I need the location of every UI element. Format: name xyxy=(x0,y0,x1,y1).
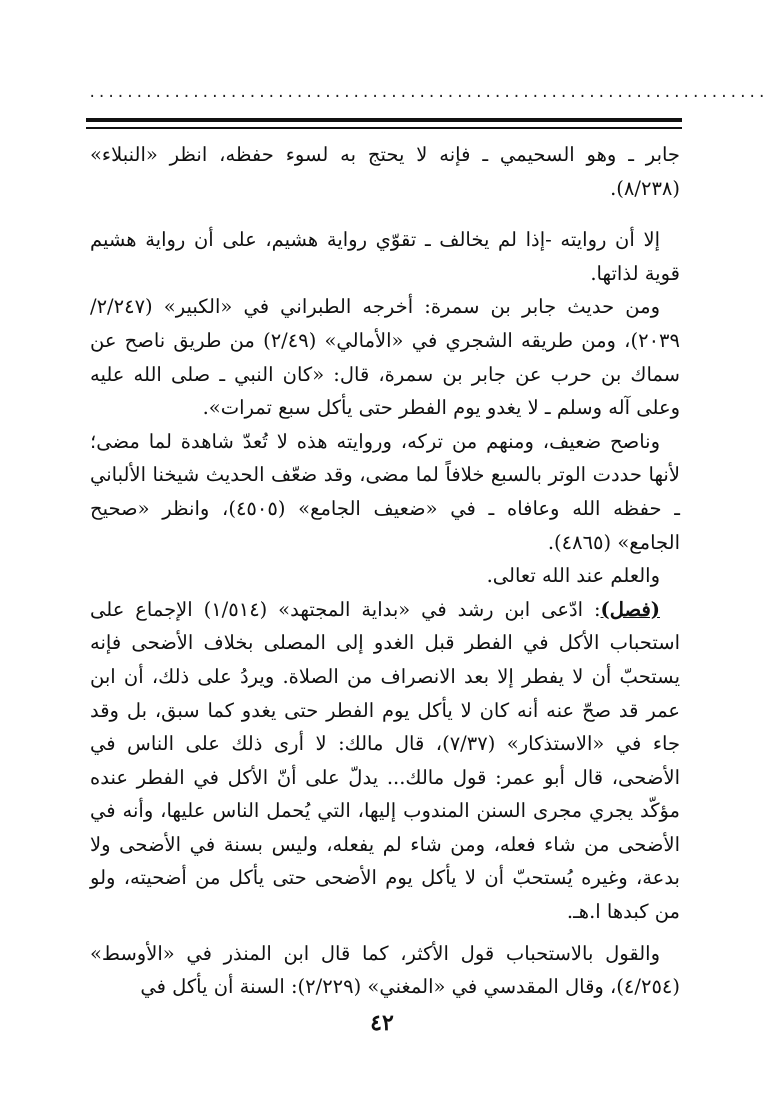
fasl-text: : ادّعى ابن رشد في «بداية المجتهد» (١/٥١٤) الإجماع على استحباب الأكل في الفطر قبل الغدو إلى المصلى بخلاف الأضحى فإنه يستحبّ أن لا يفطر إلا بعد الانصراف من الصلاة. ويردُ على ذلك، أن ابن عمر قد صحّ عنه أنه كان لا يأكل يوم الفطر حتى يغدو كما سبق، بل وقد جاء في «الاستذكار» (٧/٣٧)، قال مالك: لا أرى ذلك على الناس في الأضحى، قال أبو عمر: قول مالك... يدلّ على أنّ الأكل في الفطر عنده مؤكّد يجري مجرى السنن المندوب إليها، التي يُحمل الناس عليها، وأنه في الأضحى من شاء فعله، ومن شاء لم يفعله، وليس بسنة في الأضحى ولا بدعة، وغيره يُستحبّ أن لا يأكل يوم الأضحى حتى يأكل من أضحيته، ولو من كبدها ا.هـ. xyxy=(90,597,680,924)
header-rule-thick xyxy=(86,118,682,122)
page-number: ٤٢ xyxy=(370,1010,394,1036)
page-body-text xyxy=(90,138,680,1004)
paragraph-jabir-hadith: ومن حديث جابر بن سمرة: أخرجه الطبراني في «الكبير» (٢/٢٤٧/ ٢٠٣٩)، ومن طريقه الشجري في «الأمالي» (٢/٤٩) من طريق ناصح عن سماك بن حرب عن جابر بن سمرة، قال: «كان النبي ـ صلى الله عليه وعلى آله وسلم ـ لا يغدو يوم الفطر حتى يأكل سبع تمرات». xyxy=(90,295,680,420)
paragraph-final: والقول بالاستحباب قول الأكثر، كما قال ابن المنذر في «الأوسط» (٤/٢٥٤)، وقال المقدسي في «المغني» (٢/٢٢٩): السنة أن يأكل في xyxy=(90,941,680,999)
header-dotted-line: ........................................................................ xyxy=(88,85,767,101)
paragraph-continuation: جابر ـ وهو السحيمي ـ فإنه لا يحتج به لسوء حفظه، انظر «النبلاء» (٨/٢٣٨). xyxy=(90,143,680,200)
fasl-label: (فصل) xyxy=(600,597,660,621)
paragraph-nasih: وناصح ضعيف، ومنهم من تركه، وروايته هذه لا تُعدّ شاهدة لما مضى؛ لأنها حددت الوتر بالسبع خلافاً لما مضى، وقد ضعّف الحديث شيخنا الألباني ـ حفظه الله وعافاه ـ في «ضعيف الجامع» (٤٥٠٥)، وانظر «صحيح الجامع» (٤٨٦٥). xyxy=(90,429,680,554)
paragraph-fasl xyxy=(90,593,680,929)
header-rule-thin xyxy=(86,127,682,129)
paragraph-hushaym: إلا أن روايته -إذا لم يخالف ـ تقوّي رواية هشيم، على أن رواية هشيم قوية لذاتها. xyxy=(90,228,680,285)
paragraph-wallahu-alam: والعلم عند الله تعالى. xyxy=(486,564,660,588)
